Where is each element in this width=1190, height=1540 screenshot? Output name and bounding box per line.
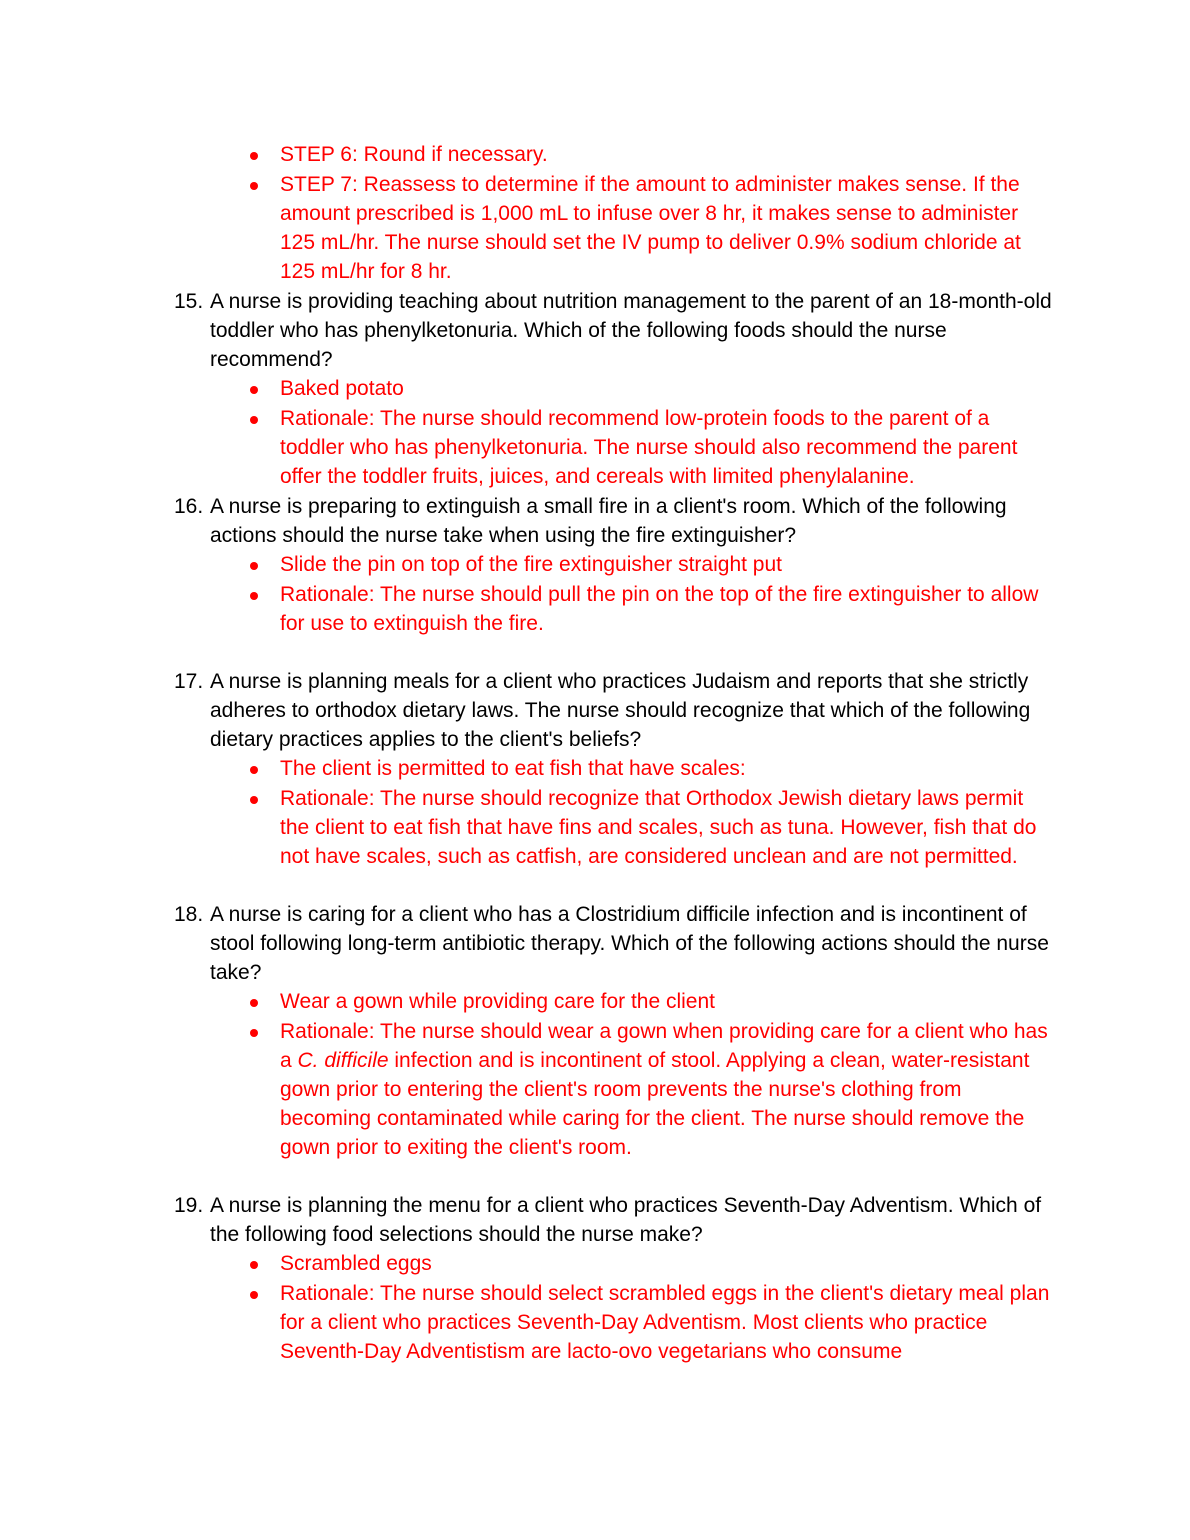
answer-item: Baked potato (280, 374, 1054, 403)
bullet-icon (250, 999, 258, 1007)
rationale-item: Rationale: The nurse should select scrambled eggs in the client's dietary meal plan for a client who practices Seventh-Day Adventism. Most clients who practice Seventh-Day Adventistism are lacto-ovo vegetarians who consume (280, 1279, 1054, 1366)
list-item: STEP 6: Round if necessary. (280, 140, 1054, 169)
answer-list (174, 1249, 1054, 1366)
rationale-item: Rationale: The nurse should recognize that Orthodox Jewish dietary laws permit the client to eat fish that have fins and scales, such as tuna. However, fish that do not have scales, such as catfish, are considered unclean and are not permitted. (280, 784, 1054, 871)
rationale-item: Rationale: The nurse should pull the pin on the top of the fire extinguisher to allow for use to extinguish the fire. (280, 580, 1054, 638)
question-text: A nurse is planning the menu for a client who practices Seventh-Day Adventism. Which of the following food selections should the nurse make? (210, 1194, 1042, 1246)
bullet-icon (250, 766, 258, 774)
question-number: 19. (174, 1194, 204, 1217)
question-number: 15. (174, 290, 204, 313)
answer-item: Slide the pin on top of the fire extinguisher straight put (280, 550, 1054, 579)
question-19 (174, 1191, 1054, 1249)
question-text: A nurse is preparing to extinguish a small fire in a client's room. Which of the following actions should the nurse take when using the fire extinguisher? (210, 495, 1007, 547)
bullet-icon (250, 416, 258, 424)
bullet-icon (250, 1029, 258, 1037)
document-content (174, 140, 1054, 1367)
answer-item: Wear a gown while providing care for the client (280, 987, 1054, 1016)
spacer (174, 872, 1054, 900)
bullet-icon (250, 182, 258, 190)
bullet-icon (250, 386, 258, 394)
rationale-item: Rationale: The nurse should recommend low-protein foods to the parent of a toddler who has phenylketonuria. The nurse should also recommend the parent offer the toddler fruits, juices, and cereals with limited phenylalanine. (280, 404, 1054, 491)
question-number: 18. (174, 903, 204, 926)
question-number: 16. (174, 495, 204, 518)
bullet-icon (250, 1291, 258, 1299)
answer-list (174, 550, 1054, 638)
spacer (174, 639, 1054, 667)
question-text: A nurse is caring for a client who has a Clostridium difficile infection and is incontinent of stool following long-term antibiotic therapy. Which of the following actions should the nurse take? (210, 903, 1049, 984)
list-item: STEP 7: Reassess to determine if the amount to administer makes sense. If the amount prescribed is 1,000 mL to infuse over 8 hr, it makes sense to administer 125 mL/hr. The nurse should set the IV pump to deliver 0.9% sodium chloride at 125 mL/hr for 8 hr. (280, 170, 1054, 286)
rationale-item: Rationale: The nurse should wear a gown when providing care for a client who has a C. difficile infection and is incontinent of stool. Applying a clean, water-resistant gown prior to entering the client's room prevents the nurse's clothing from becoming contaminated while caring for the client. The nurse should remove the gown prior to exiting the client's room. (280, 1017, 1054, 1162)
question-text: A nurse is planning meals for a client who practices Judaism and reports that she strictly adheres to orthodox dietary laws. The nurse should recognize that which of the following dietary practices applies to the client's beliefs? (210, 670, 1031, 751)
bullet-icon (250, 562, 258, 570)
bullet-icon (250, 1261, 258, 1269)
answer-list (174, 987, 1054, 1162)
answer-item: Scrambled eggs (280, 1249, 1054, 1278)
answer-list (174, 754, 1054, 871)
question-text: A nurse is providing teaching about nutrition management to the parent of an 18-month-old toddler who has phenylketonuria. Which of the following foods should the nurse recommend? (210, 290, 1052, 371)
bullet-icon (250, 592, 258, 600)
bullet-icon (250, 796, 258, 804)
question-15 (174, 287, 1054, 374)
question-18 (174, 900, 1054, 987)
italic-term: C. difficile (297, 1049, 389, 1072)
answer-item: The client is permitted to eat fish that have scales: (280, 754, 1054, 783)
continued-steps-list (174, 140, 1054, 286)
question-16 (174, 492, 1054, 550)
bullet-icon (250, 152, 258, 160)
question-number: 17. (174, 670, 204, 693)
spacer (174, 1163, 1054, 1191)
answer-list (174, 374, 1054, 491)
question-17 (174, 667, 1054, 754)
